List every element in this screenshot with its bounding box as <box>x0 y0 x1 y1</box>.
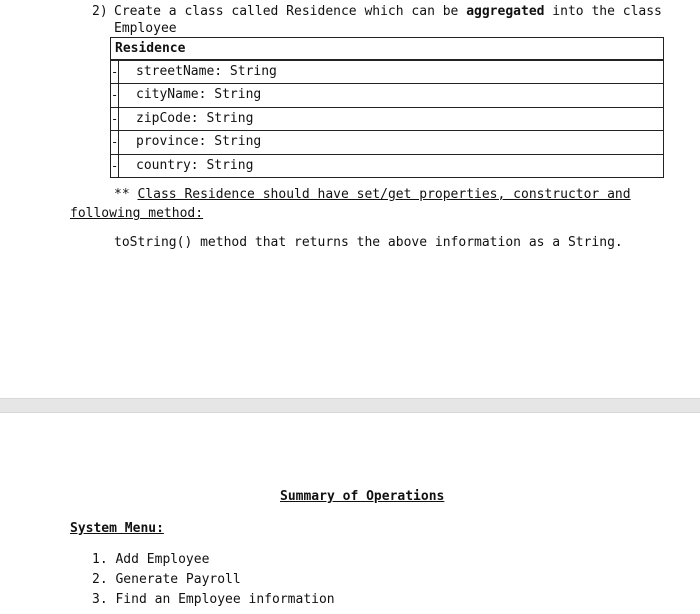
visibility-marker: - <box>111 61 119 83</box>
uml-attribute: province: String <box>136 134 262 150</box>
system-menu-heading: System Menu: <box>70 521 164 536</box>
uml-attribute-row <box>111 130 663 153</box>
uml-class-diagram <box>110 37 664 178</box>
visibility-marker: - <box>111 131 119 153</box>
question-text-end: into the class <box>544 4 662 19</box>
menu-item: 3. Find an Employee information <box>92 592 335 607</box>
note-line1 <box>114 187 631 202</box>
visibility-marker: - <box>111 155 119 177</box>
question-number: 2) <box>92 4 108 19</box>
question-text-line2: Employee <box>114 21 177 36</box>
uml-attribute-row <box>111 83 663 106</box>
note-text: Class Residence should have set/get properties, constructor and <box>137 187 631 202</box>
visibility-marker: - <box>111 108 119 130</box>
question-bold-word: aggregated <box>466 4 545 19</box>
uml-attribute: country: String <box>136 157 254 173</box>
note-prefix: ** <box>114 187 138 202</box>
tostring-description: toString() method that returns the above information as a String. <box>114 235 623 250</box>
note-line2: following method: <box>70 206 204 221</box>
summary-heading: Summary of Operations <box>280 489 445 504</box>
uml-attribute-row <box>111 60 663 83</box>
uml-attribute: zipCode: String <box>136 110 254 126</box>
question-text-line1 <box>114 4 662 19</box>
uml-attribute: cityName: String <box>136 87 262 103</box>
visibility-marker: - <box>111 84 119 106</box>
menu-item: 1. Add Employee <box>92 552 210 567</box>
question-text-start: Create a class called Residence which can be <box>114 4 467 19</box>
menu-item: 2. Generate Payroll <box>92 572 241 587</box>
uml-attribute: streetName: String <box>136 64 277 79</box>
uml-attribute-row <box>111 107 663 130</box>
page-break <box>0 398 700 413</box>
uml-attribute-row <box>111 154 663 177</box>
uml-class-name: Residence <box>111 38 663 60</box>
